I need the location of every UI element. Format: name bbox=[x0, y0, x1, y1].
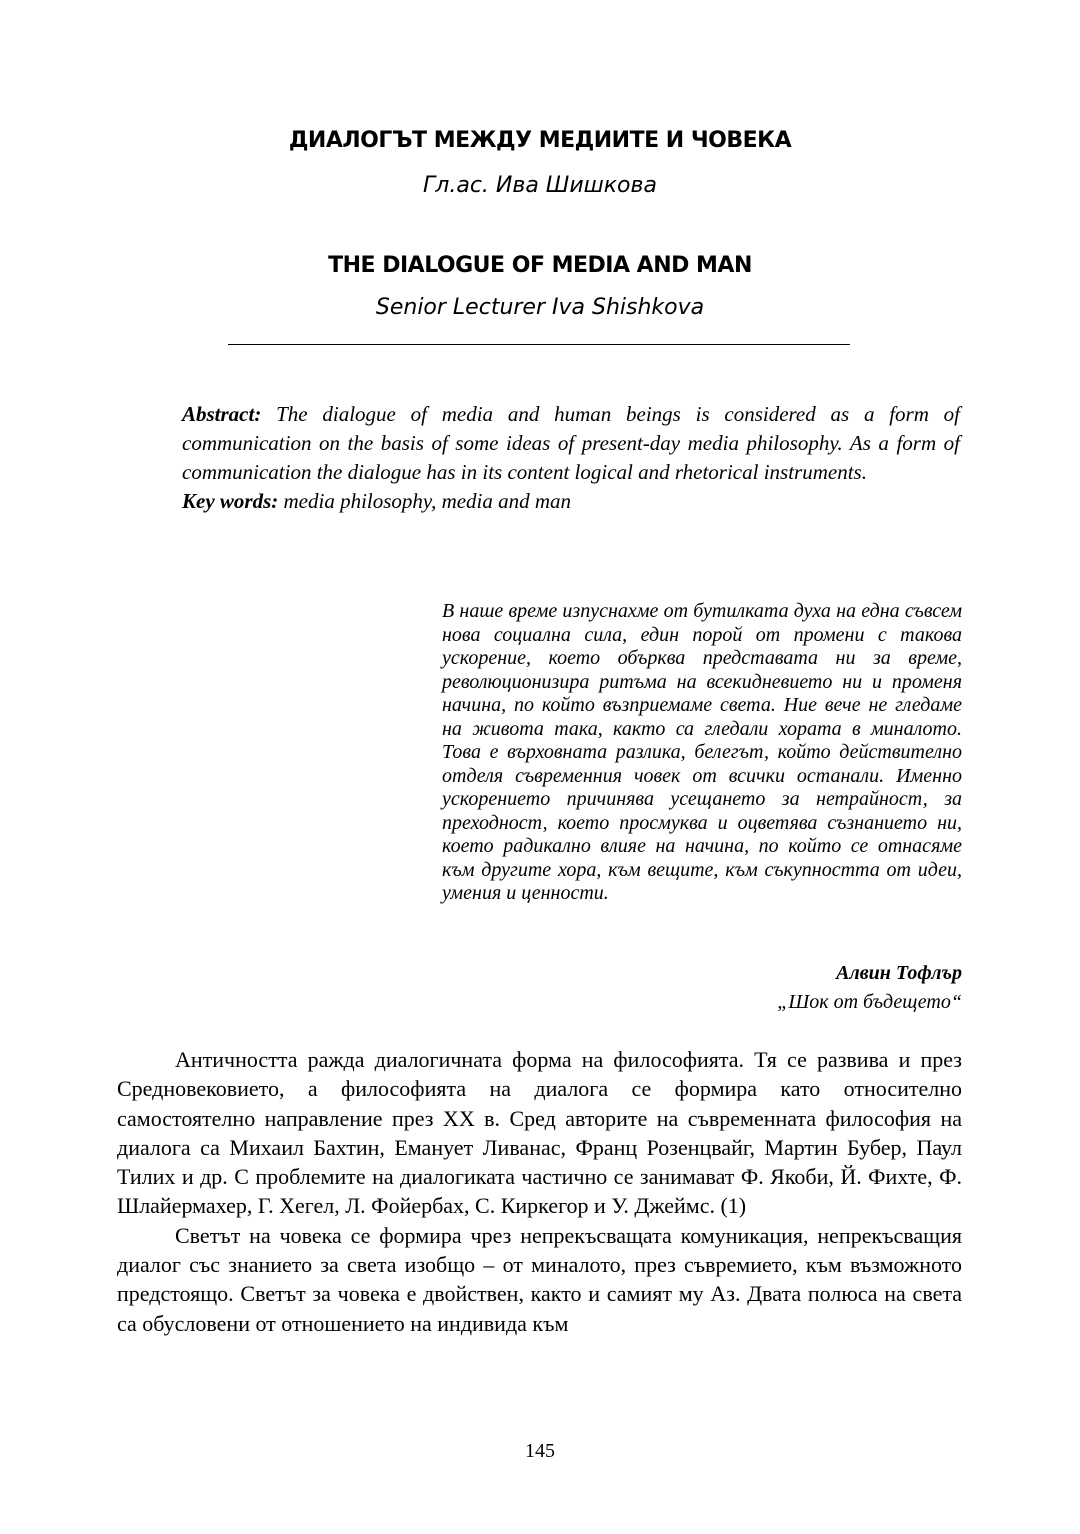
body-text bbox=[117, 1045, 962, 1338]
body-paragraph: Античността ражда диалогичната форма на философията. Тя се развива и през Средновековието, а философията на диалога се формира като относително самостоятелно направление през XX в. Сред авторите на съвременната философия на диалога са Михаил Бахтин, Еманует Ливанас, Франц Розенцвайг, Мартин Бубер, Паул Тилих и др. С проблемите на диалогиката частично се занимават Ф. Якоби, Й. Фихте, Ф. Шлайермахер, Г. Хегел, Л. Фойербах, С. Киркегор и У. Джеймс. (1) bbox=[117, 1047, 962, 1219]
title-english: THE DIALOGUE OF MEDIA AND MAN bbox=[328, 253, 752, 278]
author-english: Senior Lecturer Iva Shishkova bbox=[375, 295, 705, 320]
abstract-block bbox=[182, 400, 960, 516]
abstract-text: The dialogue of media and human beings is considered as a form of communication on the basis of some ideas of present-day media philosophy. As a form of communication the dialogue has in its content logical and rhetorical instruments. bbox=[182, 402, 960, 484]
epigraph-source: „Шок от бъдещето“ bbox=[777, 991, 962, 1013]
epigraph-author: Алвин Тофлър bbox=[836, 962, 962, 984]
abstract-label: Abstract: bbox=[182, 402, 262, 426]
keywords-text: media philosophy, media and man bbox=[278, 489, 572, 513]
page-number: 145 bbox=[525, 1440, 555, 1462]
title-bulgarian: ДИАЛОГЪТ МЕЖДУ МЕДИИТЕ И ЧОВЕКА bbox=[288, 128, 792, 153]
author-bulgarian: Гл.ас. Ива Шишкова bbox=[423, 173, 657, 198]
epigraph-quote: В наше време изпуснахме от бутилката духа на една съвсем нова социална сила, един порой от промени с такова ускорение, което обърква представата ни за време, революционизира ритъма на всекидневието ни и променя начина, по който възприемаме света. Ние вече не гледаме на живота така, както са гледали хората в миналото. Това е върховната разлика, белегът, който действително отделя съвременния човек от всички останали. Именно ускорението причинява усещането за нетрайност, за преходност, което просмуква и оцветява съзнанието ни, което радикално влияе на начина, по който се отнасяме към другите хора, към вещите, към съкупността от идеи, умения и ценности. bbox=[442, 600, 962, 904]
keywords-label: Key words: bbox=[182, 489, 279, 513]
title-divider bbox=[228, 344, 850, 345]
body-paragraph: Светът на човека се формира чрез непрекъсващата комуникация, непрекъсващия диалог със знанието за света изобщо – от миналото, през съвремието, към възможното предстоящо. Светът за човека е двойствен, както и самият му Аз. Двата полюса на света са обусловени от отношението на индивида към bbox=[117, 1222, 962, 1336]
